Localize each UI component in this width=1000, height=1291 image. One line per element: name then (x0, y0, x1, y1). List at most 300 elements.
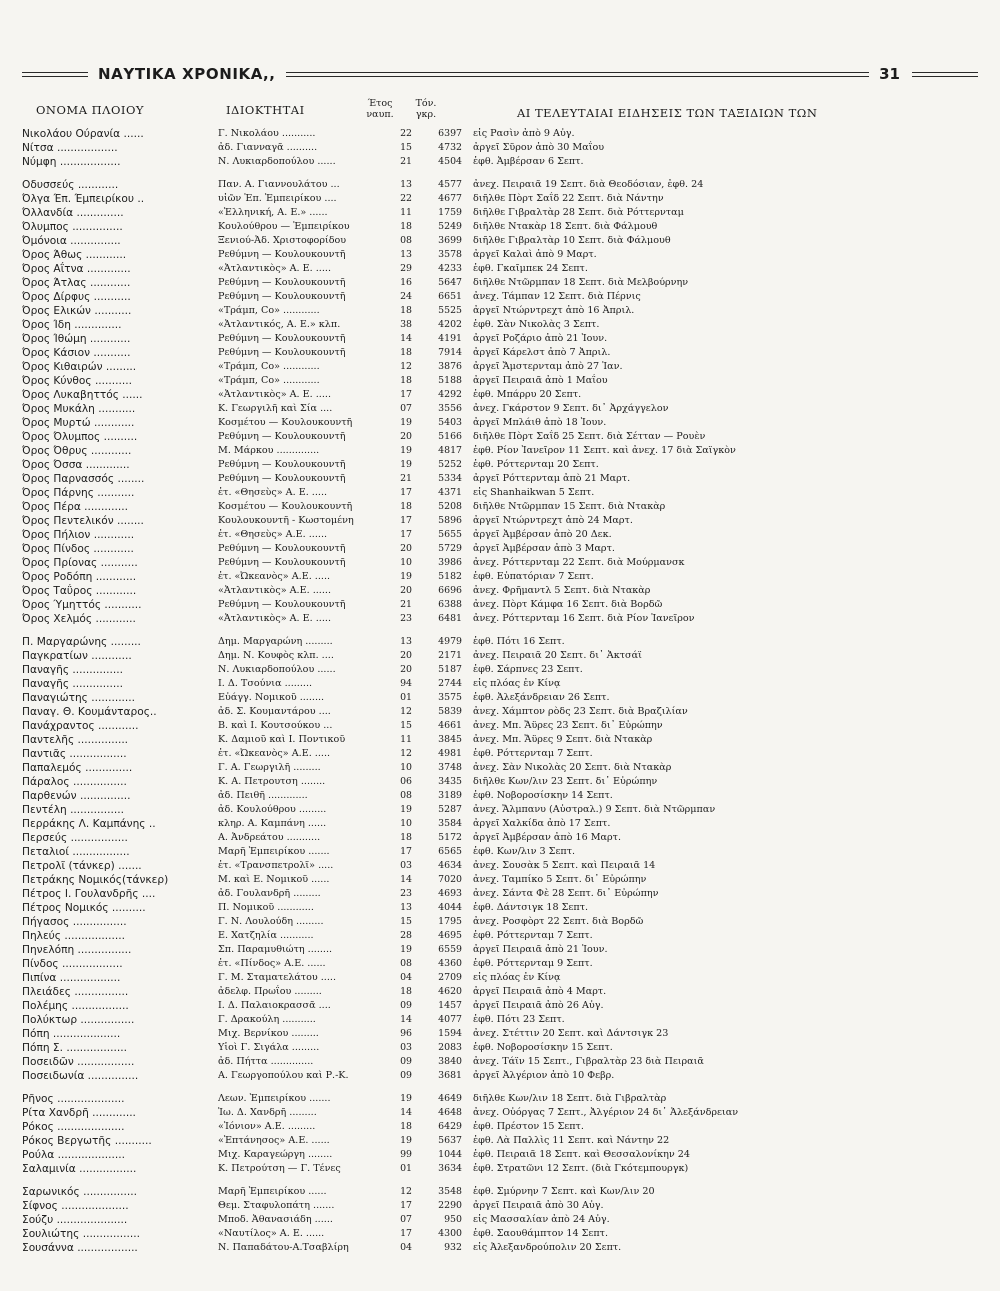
page-header (22, 62, 978, 86)
ship-name: Περράκης Λ. Καμπάνης .. (22, 818, 156, 830)
table-row (22, 719, 982, 733)
table-row (22, 873, 982, 887)
ship-name: Όρος Όθρυς ............ (22, 445, 132, 457)
latest-news: διῆλθε Πὸρτ Σαΐδ 25 Σεπτ. διὰ Σέτταν — Ρουὲν (473, 431, 706, 442)
owner: Β. καὶ Ι. Κουτσούκου ... (218, 720, 333, 731)
owner: Γ. Μ. Σταματελάτου ..... (218, 972, 337, 983)
ship-name: Όρος Μυκάλη ........... (22, 403, 136, 415)
owner: ἀδ. Κουλούθρου ......... (218, 804, 327, 815)
tonnage: 3435 (438, 776, 462, 787)
build-year: 16 (400, 277, 412, 288)
table-row (22, 127, 982, 141)
build-year: 12 (400, 1186, 412, 1197)
owner: Ρεθύμνη — Κουλουκουντῆ (218, 599, 346, 610)
latest-news: ἀνεχ. Ροσφὸρτ 22 Σεπτ. διὰ Βορδῶ (473, 916, 644, 927)
build-year: 12 (400, 748, 412, 759)
build-year: 23 (400, 888, 412, 899)
build-year: 08 (400, 235, 412, 246)
owner: Μιχ. Καραγεώργη ........ (218, 1149, 333, 1160)
tonnage: 3556 (438, 403, 462, 414)
tonnage: 4044 (438, 902, 462, 913)
build-year: 13 (400, 249, 412, 260)
latest-news: ἀνεχ. Σάντα Φὲ 28 Σεπτ. δι᾽ Εὐρώπην (473, 888, 659, 899)
latest-news: ἐφθ. Κων/λιν 3 Σεπτ. (473, 846, 576, 857)
ship-name: Πόπη .................... (22, 1028, 121, 1040)
table-row (22, 1106, 982, 1120)
build-year: 19 (400, 804, 412, 815)
latest-news: ἐφθ. Σμύρνην 7 Σεπτ. καὶ Κων/λιν 20 (473, 1186, 655, 1197)
latest-news: ἀργεῖ Κάρελστ ἀπὸ 7 Ἀπριλ. (473, 347, 611, 358)
table-row (22, 691, 982, 705)
tonnage: 5647 (438, 277, 462, 288)
latest-news: ἀργεῖ Ἀλγέριον ἀπὸ 10 Φεβρ. (473, 1070, 615, 1081)
build-year: 17 (400, 1228, 412, 1239)
latest-news: ἐφθ. Ρόττερνταμ 9 Σεπτ. (473, 958, 593, 969)
latest-news: διῆλθε Κων/λιν 18 Σεπτ. διὰ Γιβραλτὰρ (473, 1093, 667, 1104)
latest-news: ἀνεχ. Ταμπίκο 5 Σεπτ. δι᾽ Εὐρώπην (473, 874, 647, 885)
latest-news: ἀνεχ. Σουσὰκ 5 Σεπτ. καὶ Πειραιᾶ 14 (473, 860, 656, 871)
build-year: 19 (400, 1093, 412, 1104)
owner: Γ. Α. Γεωργιλῆ ......... (218, 762, 321, 773)
owner: ἀδ. Πειθῆ ............. (218, 790, 308, 801)
tonnage: 4693 (438, 888, 462, 899)
ship-name: Όρος Πάρνης ........... (22, 487, 135, 499)
build-year: 17 (400, 1200, 412, 1211)
ship-name: Όλυμπος ............... (22, 221, 123, 233)
journal-title: ΝΑΥΤΙΚΑ ΧΡΟΝΙΚΑ,, (98, 65, 276, 83)
table-row (22, 1148, 982, 1162)
owner: «Ἐπτάνησος» Α.Ε. ...... (218, 1135, 330, 1146)
table-row (22, 584, 982, 598)
ship-name: Σούζυ ..................... (22, 1214, 128, 1226)
build-year: 23 (400, 613, 412, 624)
ship-name: Όρος Όλυμπος .......... (22, 431, 138, 443)
owner: «Τράμπ, Co» ............ (218, 375, 320, 386)
latest-news: διῆλθε Ντῶρμπαν 15 Σεπτ. διὰ Ντακὰρ (473, 501, 666, 512)
owner: «Ἀτλαντικὸς» Α. Ε. ..... (218, 613, 332, 624)
ship-name: Πεταλιοί ................. (22, 846, 130, 858)
table-row (22, 1241, 982, 1255)
table-row (22, 318, 982, 332)
table-row (22, 360, 982, 374)
table-row (22, 775, 982, 789)
owner: «Ἑλληνική, Α. Ε.» ...... (218, 207, 328, 218)
build-year: 06 (400, 776, 412, 787)
ship-name: Σίφνος .................... (22, 1200, 129, 1212)
owner: Ρεθύμνη — Κουλουκουντῆ (218, 473, 346, 484)
latest-news: ἀργεῖ Ἀμβέρσαν ἀπὸ 16 Μαρτ. (473, 832, 622, 843)
build-year: 13 (400, 179, 412, 190)
ship-name: Όρος Άθως ............ (22, 249, 127, 261)
ship-name: Πολέμης ................. (22, 1000, 129, 1012)
ship-name: Σουσάννα .................. (22, 1242, 138, 1254)
latest-news: ἀνεχ. Πειραιᾶ 19 Σεπτ. διὰ Θεοδόσιαν, ἐφθ. 24 (473, 179, 704, 190)
ship-name: Όρος Πεντελικόν ........ (22, 515, 144, 527)
tonnage: 7020 (438, 874, 462, 885)
ship-name: Όρος Κύνθος ........... (22, 375, 132, 387)
build-year: 19 (400, 1135, 412, 1146)
table-row (22, 332, 982, 346)
latest-news: ἀνεχ. Μπ. Ἄϋρες 23 Σεπτ. δι᾽ Εὐρώπην (473, 720, 663, 731)
owner: «Ἀτλαντικὸς» Α.Ε. ...... (218, 585, 332, 596)
ship-name: Παντιᾶς ................. (22, 748, 127, 760)
build-year: 15 (400, 720, 412, 731)
owner: Κ. Δαμιοῦ καὶ Ι. Ποντικοῦ (218, 734, 346, 745)
build-year: 24 (400, 291, 412, 302)
build-year: 29 (400, 263, 412, 274)
owner: Κουλούθρου — Ἐμπειρίκου (218, 221, 350, 232)
table-row (22, 388, 982, 402)
ship-name: Πέτρος Νομικός .......... (22, 902, 146, 914)
table-row (22, 649, 982, 663)
column-header-tons-line2: γκρ. (415, 109, 437, 120)
latest-news: ἐφθ. Ἀλεξάνδρειαν 26 Σεπτ. (473, 692, 610, 703)
tonnage: 2083 (438, 1042, 462, 1053)
owner: Λεων. Ἐμπειρίκου ....... (218, 1093, 331, 1104)
build-year: 09 (400, 1070, 412, 1081)
table-row (22, 192, 982, 206)
owner: «Ἀτλαντικός, Α. Ε.» κλπ. (218, 319, 341, 330)
ship-name: Παναγῆς ............... (22, 678, 123, 690)
table-row (22, 248, 982, 262)
table-row (22, 514, 982, 528)
ship-name: Σουλιώτης ................. (22, 1228, 140, 1240)
column-header-owner: ΙΔΙΟΚΤΗΤΑΙ (226, 103, 305, 117)
build-year: 10 (400, 557, 412, 568)
tonnage: 932 (444, 1242, 462, 1253)
ship-name: Ρῆνος .................... (22, 1093, 125, 1105)
latest-news: ἀργεῖ Ντώρντρεχτ ἀπὸ 24 Μαρτ. (473, 515, 633, 526)
ship-name: Παναγῆς ............... (22, 664, 123, 676)
latest-news: ἀνεχ. Σὰν Νικολὰς 20 Σεπτ. διὰ Ντακὰρ (473, 762, 672, 773)
owner: Ξενιού-Ἀδ. Χριστοφορίδου (218, 235, 347, 246)
tonnage: 4504 (438, 156, 462, 167)
ship-name: Παναγ. Θ. Κουμάνταρος.. (22, 706, 157, 718)
tonnage: 4577 (438, 179, 462, 190)
owner: ἐτ. «Θησεὺς» Α. Ε. ..... (218, 487, 328, 498)
ship-name: Πολύκτωρ ................ (22, 1014, 135, 1026)
build-year: 28 (400, 930, 412, 941)
latest-news: ἀνεχ. Γκάρστον 9 Σεπτ. δι᾽ Ἀρχάγγελον (473, 403, 669, 414)
build-year: 19 (400, 571, 412, 582)
tonnage: 5172 (438, 832, 462, 843)
ship-name: Νικολάου Ούρανία ...... (22, 128, 144, 140)
latest-news: ἐφθ. Σάρπνες 23 Σεπτ. (473, 664, 583, 675)
ship-name: Όρος Κάσιον ........... (22, 347, 131, 359)
table-row (22, 262, 982, 276)
latest-news: ἐφθ. Πότι 23 Σεπτ. (473, 1014, 565, 1025)
tonnage: 6565 (438, 846, 462, 857)
build-year: 20 (400, 650, 412, 661)
owner: ἀδελφ. Πρωΐου ......... (218, 986, 322, 997)
table-row (22, 999, 982, 1013)
latest-news: ἀνεχ. Ρόττερνταμ 16 Σεπτ. διὰ Ρίον Ἰανεῖρον (473, 613, 695, 624)
tonnage: 6481 (438, 613, 462, 624)
build-year: 13 (400, 902, 412, 913)
build-year: 20 (400, 664, 412, 675)
latest-news: ἐφθ. Νοβοροσίσκην 14 Σεπτ. (473, 790, 613, 801)
tonnage: 5896 (438, 515, 462, 526)
owner: ἐτ. «Ὠκεανὸς» Α.Ε. ..... (218, 748, 331, 759)
latest-news: ἀργεῖ Πειραιᾶ ἀπὸ 26 Αὐγ. (473, 1000, 604, 1011)
tonnage: 6559 (438, 944, 462, 955)
owner: Ι. Δ. Παλαιοκρασσᾶ .... (218, 1000, 331, 1011)
owner: Ρεθύμνη — Κουλουκουντῆ (218, 557, 346, 568)
build-year: 10 (400, 818, 412, 829)
owner: Υἱοὶ Γ. Σιγάλα ......... (218, 1042, 320, 1053)
build-year: 03 (400, 1042, 412, 1053)
owner: Ι. Δ. Τσούνια ......... (218, 678, 313, 689)
ship-name: Όρος Ελικών ........... (22, 305, 132, 317)
owner: Κοσμέτου — Κουλουκουντῆ (218, 501, 353, 512)
latest-news: ἀνεχ. Μπ. Ἄϋρες 9 Σεπτ. διὰ Ντακὰρ (473, 734, 653, 745)
build-year: 14 (400, 874, 412, 885)
table-row (22, 817, 982, 831)
build-year: 04 (400, 972, 412, 983)
ship-name: Πηλεύς .................. (22, 930, 126, 942)
owner: «Τράμπ, Co» ............ (218, 361, 320, 372)
table-row (22, 1185, 982, 1199)
table-row (22, 542, 982, 556)
build-year: 10 (400, 762, 412, 773)
owner: Κοσμέτου — Κουλουκουντῆ (218, 417, 353, 428)
build-year: 17 (400, 515, 412, 526)
tonnage: 6429 (438, 1121, 462, 1132)
tonnage: 3845 (438, 734, 462, 745)
build-year: 19 (400, 445, 412, 456)
tonnage: 4648 (438, 1107, 462, 1118)
table-row (22, 612, 982, 626)
column-header-ship-name: ΟΝΟΜΑ ΠΛΟΙΟΥ (36, 103, 144, 117)
ship-name: Όρος Ίθώμη ............ (22, 333, 131, 345)
owner: Ἰω. Δ. Χανδρῆ ......... (218, 1107, 317, 1118)
tonnage: 3840 (438, 1056, 462, 1067)
build-year: 19 (400, 944, 412, 955)
owner: Κουλουκουντῆ - Κωστομένη (218, 515, 354, 526)
table-row (22, 556, 982, 570)
tonnage: 4677 (438, 193, 462, 204)
tonnage: 5166 (438, 431, 462, 442)
tonnage: 4233 (438, 263, 462, 274)
tonnage: 1044 (438, 1149, 462, 1160)
owner: Ρεθύμνη — Κουλουκουντῆ (218, 333, 346, 344)
ship-name: Όρος Παρνασσός ........ (22, 473, 145, 485)
tonnage: 5188 (438, 375, 462, 386)
build-year: 15 (400, 142, 412, 153)
latest-news: εἰς πλόας ἐν Κίνᾳ (473, 678, 561, 689)
build-year: 19 (400, 459, 412, 470)
latest-news: ἐφθ. Πρέστον 15 Σεπτ. (473, 1121, 584, 1132)
build-year: 17 (400, 529, 412, 540)
table-row (22, 901, 982, 915)
table-row (22, 444, 982, 458)
tonnage: 5187 (438, 664, 462, 675)
tonnage: 5334 (438, 473, 462, 484)
latest-news: διῆλθε Ντακὰρ 18 Σεπτ. διὰ Φάλμουθ (473, 221, 658, 232)
build-year: 08 (400, 958, 412, 969)
build-year: 09 (400, 1000, 412, 1011)
tonnage: 3189 (438, 790, 462, 801)
latest-news: ἐφθ. Ἀμβέρσαν 6 Σεπτ. (473, 156, 584, 167)
ship-name: Όρος Ύμηττός ........... (22, 599, 142, 611)
latest-news: ἀργεῖ Καλαὶ ἀπὸ 9 Μαρτ. (473, 249, 597, 260)
tonnage: 4202 (438, 319, 462, 330)
ship-name: Ρούλα .................... (22, 1149, 125, 1161)
table-row (22, 971, 982, 985)
owner: Γ. Νικολάου ........... (218, 128, 316, 139)
latest-news: ἐφθ. Δάντσιγκ 18 Σεπτ. (473, 902, 589, 913)
tonnage: 6651 (438, 291, 462, 302)
table-row (22, 234, 982, 248)
build-year: 18 (400, 347, 412, 358)
ship-name: Ρόκος Βεργωτῆς ........... (22, 1135, 152, 1147)
owner: Κ. Πετρούτση — Γ. Τένες (218, 1163, 341, 1174)
table-row (22, 985, 982, 999)
tonnage: 4292 (438, 389, 462, 400)
table-row (22, 416, 982, 430)
ship-name: Πάραλος ................ (22, 776, 127, 788)
tonnage: 4981 (438, 748, 462, 759)
latest-news: ἀργεῖ Ἄμστερνταμ ἀπὸ 27 Ἰαν. (473, 361, 623, 372)
latest-news: ἀνεχ. Ρόττερνταμ 22 Σεπτ. διὰ Μούρμανσκ (473, 557, 685, 568)
table-row (22, 761, 982, 775)
ship-name: Όλλανδία .............. (22, 207, 124, 219)
latest-news: ἐφθ. Λὰ Παλλὶς 11 Σεπτ. καὶ Νάντην 22 (473, 1135, 670, 1146)
ship-name: Ρόκος .................... (22, 1121, 125, 1133)
ship-name: Σαλαμινία ................. (22, 1163, 137, 1175)
table-row (22, 141, 982, 155)
build-year: 04 (400, 1242, 412, 1253)
ship-name: Πετράκης Νομικός(τάνκερ) (22, 874, 169, 886)
tonnage: 5182 (438, 571, 462, 582)
tonnage: 4661 (438, 720, 462, 731)
tonnage: 5525 (438, 305, 462, 316)
latest-news: ἀργεῖ Ρόττερνταμ ἀπὸ 21 Μαρτ. (473, 473, 631, 484)
latest-news: διῆλθε Ντῶρμπαν 18 Σεπτ. διὰ Μελβούρνην (473, 277, 689, 288)
owner: Κ. Α. Πετρουτση ........ (218, 776, 326, 787)
build-year: 21 (400, 473, 412, 484)
tonnage: 3876 (438, 361, 462, 372)
owner: Μποδ. Ἀθανασιάδη ...... (218, 1214, 333, 1225)
table-row (22, 206, 982, 220)
tonnage: 4695 (438, 930, 462, 941)
ship-name: Οδυσσεύς ............ (22, 179, 119, 191)
tonnage: 4191 (438, 333, 462, 344)
owner: Ρεθύμνη — Κουλουκουντῆ (218, 459, 346, 470)
table-row (22, 276, 982, 290)
owner: Ν. Λυκιαρδοπούλου ...... (218, 156, 336, 167)
column-header-year (364, 98, 396, 120)
tonnage: 2709 (438, 972, 462, 983)
ship-name: Όρος Δίρφυς ........... (22, 291, 131, 303)
owner: Α. Ἀνδρεάτου ........... (218, 832, 321, 843)
owner: ἀδ. Γουλανδρῆ ......... (218, 888, 321, 899)
latest-news: ἀργεῖ Σῦρον ἀπὸ 30 Μαΐου (473, 142, 605, 153)
owner: Π. Νομικοῦ ............ (218, 902, 314, 913)
table-row (22, 1013, 982, 1027)
owner: Μιχ. Βερνίκου ......... (218, 1028, 319, 1039)
latest-news: ἀνεχ. Τάμπαν 12 Σεπτ. διὰ Πέρνις (473, 291, 641, 302)
tonnage: 3699 (438, 235, 462, 246)
ship-name: Παγκρατίων ............ (22, 650, 132, 662)
table-row (22, 789, 982, 803)
ship-name: Ποσειδωνία ............... (22, 1070, 139, 1082)
tonnage: 7914 (438, 347, 462, 358)
ship-name: Όρος Λυκαβηττός ...... (22, 389, 143, 401)
build-year: 14 (400, 333, 412, 344)
ship-name: Παναγιώτης ............. (22, 692, 136, 704)
build-year: 21 (400, 156, 412, 167)
latest-news: ἐφθ. Σαουθάμπτον 14 Σεπτ. (473, 1228, 609, 1239)
owner: Ρεθύμνη — Κουλουκουντῆ (218, 543, 346, 554)
latest-news: ἀργεῖ Πειραιᾶ ἀπὸ 1 Μαΐου (473, 375, 608, 386)
owner: Γ. Δρακούλη ........... (218, 1014, 316, 1025)
latest-news: ἐφθ. Πειραιᾶ 18 Σεπτ. καὶ Θεσσαλονίκην 24 (473, 1149, 690, 1160)
tonnage: 6696 (438, 585, 462, 596)
owner: ἐτ. «Ὠκεανὸς» Α.Ε. ..... (218, 571, 331, 582)
ship-name: Νύμφη .................. (22, 156, 121, 168)
ship-name: Παντελῆς ............... (22, 734, 129, 746)
ship-name: Όρος Ταΰρος ............ (22, 585, 137, 597)
ship-name: Όρος Πίνδος ............ (22, 543, 134, 555)
tonnage: 1759 (438, 207, 462, 218)
latest-news: διῆλθε Γιβραλτὰρ 10 Σεπτ. διὰ Φάλμουθ (473, 235, 671, 246)
ship-name: Όρος Όσσα ............. (22, 459, 130, 471)
latest-news: ἀργεῖ Χαλκίδα ἀπὸ 17 Σεπτ. (473, 818, 611, 829)
latest-news: ἀργεῖ Ντώρντρεχτ ἀπὸ 16 Ἀπριλ. (473, 305, 635, 316)
table-row (22, 346, 982, 360)
tonnage: 950 (444, 1214, 462, 1225)
ship-name: Όρος Κιθαιρών ......... (22, 361, 137, 373)
column-header-year-line2: ναυπ. (366, 109, 394, 120)
table-row (22, 1041, 982, 1055)
owner: ἐτ. «Θησεὺς» Α.Ε. ...... (218, 529, 328, 540)
build-year: 14 (400, 1014, 412, 1025)
ship-name: Πίνδος .................. (22, 958, 123, 970)
tonnage: 3634 (438, 1163, 462, 1174)
ship-name: Νίτσα .................. (22, 142, 118, 154)
header-rule-left (22, 72, 88, 77)
ship-name: Πανάχραντος ............ (22, 720, 139, 732)
tonnage: 4634 (438, 860, 462, 871)
build-year: 20 (400, 585, 412, 596)
tonnage: 3548 (438, 1186, 462, 1197)
latest-news: ἀνεχ. Πὸρτ Κάμφα 16 Σεπτ. διὰ Βορδῶ (473, 599, 663, 610)
tonnage: 4300 (438, 1228, 462, 1239)
table-row (22, 290, 982, 304)
latest-news: ἐφθ. Ρόττερνταμ 7 Σεπτ. (473, 748, 593, 759)
tonnage: 3575 (438, 692, 462, 703)
latest-news: ἐφθ. Σὰν Νικολὰς 3 Σεπτ. (473, 319, 600, 330)
table-row (22, 598, 982, 612)
latest-news: ἀνεχ. Πειραιᾶ 20 Σεπτ. δι᾽ Ἀκτσάϊ (473, 650, 642, 661)
table-row (22, 845, 982, 859)
tonnage: 5252 (438, 459, 462, 470)
ship-name: Παρθενών ............... (22, 790, 131, 802)
table-row (22, 1027, 982, 1041)
table-row (22, 957, 982, 971)
latest-news: εἰς Ρασὶν ἀπὸ 9 Αὐγ. (473, 128, 575, 139)
latest-news: ἐφθ. Ρόττερνταμ 20 Σεπτ. (473, 459, 599, 470)
ship-name: Όρος Αΐτνα ............. (22, 263, 131, 275)
table-row (22, 486, 982, 500)
ship-name: Όρος Πρίονας ........... (22, 557, 138, 569)
owner: ἀδ. Πήττα .............. (218, 1056, 314, 1067)
table-row (22, 803, 982, 817)
page-number: 31 (879, 65, 900, 83)
latest-news: ἀργεῖ Πειραιᾶ ἀπὸ 21 Ἰουν. (473, 944, 608, 955)
table-row (22, 859, 982, 873)
